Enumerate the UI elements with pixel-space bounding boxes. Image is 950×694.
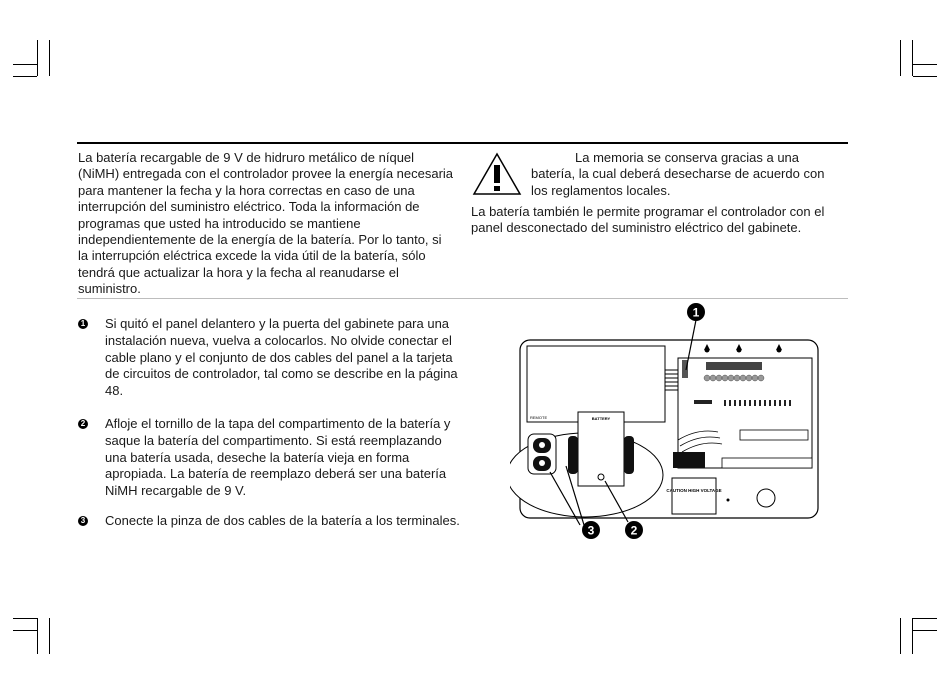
section-rule xyxy=(77,142,848,144)
terminal-block-lower xyxy=(722,458,812,468)
knockout-hole xyxy=(757,489,775,507)
connector xyxy=(694,400,712,404)
crop-mark xyxy=(13,618,37,619)
step-text-2: Afloje el tornillo de la tapa del compartimento de la batería y saque la batería del compartimento. Si está reemplazando una batería usada, deseche la batería vieja en forma apropiada. La batería de reemplazo deberá ser una batería NiMH recargable de 9 V. xyxy=(105,416,451,499)
warning-exclamation-icon xyxy=(472,152,522,196)
warning-text-2: La batería también le permite programar el controlador con el panel desconectado del suministro eléctrico del gabinete. xyxy=(471,204,825,236)
crop-mark xyxy=(37,40,38,76)
svg-text:3: 3 xyxy=(587,523,595,538)
step-number-1: 1 xyxy=(78,316,90,328)
terminal-block-middle xyxy=(740,430,808,440)
warning-text xyxy=(531,150,843,199)
step-text-1: Si quitó el panel delantero y la puerta del gabinete para una instalación nueva, vuelva a colocarlos. No olvide conectar el cable plano y el conjunto de dos cables del panel a la tarjeta de circuitos de controlador, tal como se describe en la página 48. xyxy=(105,316,458,399)
crop-mark xyxy=(13,64,37,65)
warning-line-1: La memoria se conserva gracias a una batería, la cual deberá desecharse de acuerdo con los reglamentos locales. xyxy=(531,150,825,198)
step-number-3: 3 xyxy=(78,513,90,525)
front-panel xyxy=(527,346,665,422)
battery-clip-right xyxy=(624,436,634,474)
crop-mark xyxy=(912,618,913,654)
svg-text:1: 1 xyxy=(692,305,700,320)
crop-mark xyxy=(37,618,38,654)
crop-mark xyxy=(913,618,937,619)
callout-1 xyxy=(687,303,705,321)
crop-mark xyxy=(49,40,50,76)
crop-mark xyxy=(913,630,937,631)
crop-mark xyxy=(49,618,50,654)
battery-label: BATTERY xyxy=(591,416,611,421)
step-number-2: 2 xyxy=(78,416,90,428)
crop-mark xyxy=(912,40,913,76)
crop-mark xyxy=(13,76,37,77)
crop-mark xyxy=(900,40,901,76)
caution-box xyxy=(672,478,716,514)
crop-mark xyxy=(900,618,901,654)
remote-label: REMOTE xyxy=(530,415,548,420)
svg-text:2: 2 xyxy=(630,523,638,538)
callout-3 xyxy=(582,521,600,539)
circuit-board xyxy=(678,358,812,468)
chip-row xyxy=(706,362,762,370)
battery-connector-clip xyxy=(528,434,556,474)
indicator-dot xyxy=(727,499,730,502)
intro-paragraph: La batería recargable de 9 V de hidruro metálico de níquel (NiMH) entregada con el controlador provee la energía necesaria para mantener la fecha y la hora correctas en caso de una interrupción del suministro eléctrico. Toda la información de programas que usted ha introducido se mantiene independientemente de la energía de la batería. Por lo tanto, si la interrupción eléctrica excede la vida útil de la batería, sólo tendrá que actualizar la hora y la fecha al reanudarse el suministro. xyxy=(78,150,454,297)
step-text-3: Conecte la pinza de dos cables de la batería a los terminales. xyxy=(105,513,460,528)
crop-mark xyxy=(913,76,937,77)
crop-mark xyxy=(913,64,937,65)
divider xyxy=(77,298,848,299)
controller-battery-diagram xyxy=(510,300,840,545)
battery-clip-left xyxy=(568,436,578,474)
transformer xyxy=(673,452,705,468)
callout-2 xyxy=(625,521,643,539)
cover-screw xyxy=(598,474,604,480)
caution-label: CAUTION HIGH VOLTAGE xyxy=(666,488,722,493)
crop-mark xyxy=(13,630,37,631)
